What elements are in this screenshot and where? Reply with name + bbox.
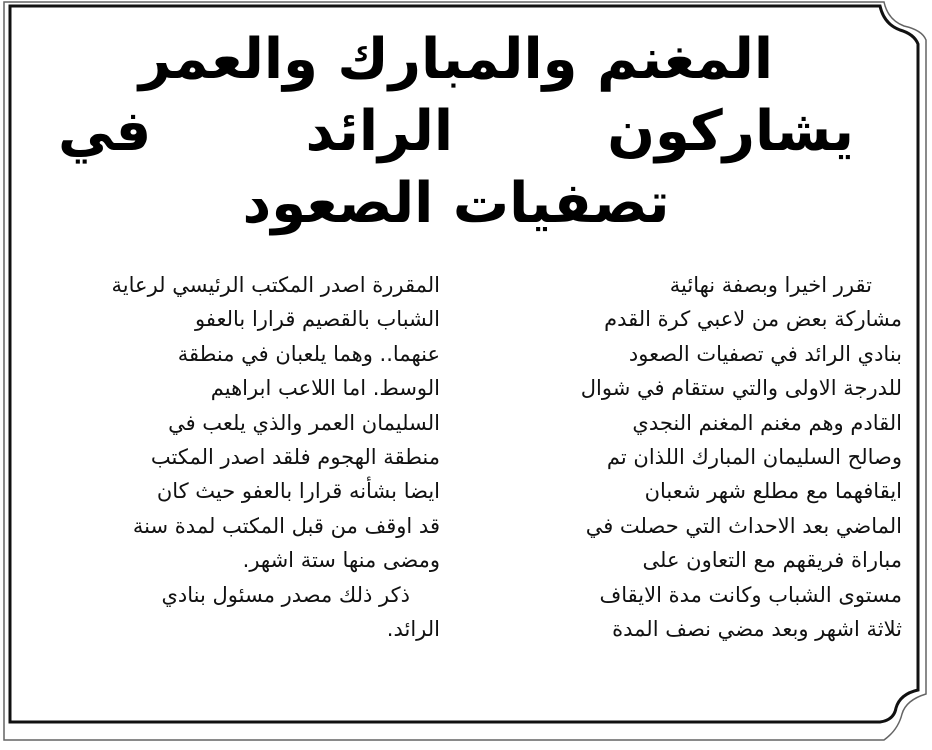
article-line: عنهما.. وهما يلعبان في منطقة xyxy=(177,341,440,366)
headline-line-3: تصفيات الصعود xyxy=(242,171,670,236)
article-line: تقرر اخيرا وبصفة نهائية xyxy=(669,273,872,297)
article-column-right xyxy=(492,268,902,646)
headline xyxy=(38,24,874,240)
article-line: ايضا بشأنه قرارا بالعفو حيث كان xyxy=(156,479,440,504)
article-line: ايقافهما مع مطلع شهر شعبان xyxy=(644,479,902,504)
article-line: للدرجة الاولى والتي ستقام في شوال xyxy=(580,376,902,401)
article-line: بنادي الرائد في تصفيات الصعود xyxy=(628,341,902,366)
article-line: الشباب بالقصيم قرارا بالعفو xyxy=(195,307,440,332)
headline-line-2: يشاركون الرائد في xyxy=(58,99,854,164)
article-line: قد اوقف من قبل المكتب لمدة سنة xyxy=(132,513,440,538)
article-line: ذكر ذلك مصدر مسئول بنادي xyxy=(161,582,410,607)
article-line: الرائد. xyxy=(386,617,440,642)
article-line: وصالح السليمان المبارك اللذان تم xyxy=(606,445,902,470)
article-column-left xyxy=(58,268,440,646)
article-line: مشاركة بعض من لاعبي كرة القدم xyxy=(604,307,902,332)
article-line: مستوى الشباب وكانت مدة الايقاف xyxy=(599,582,902,607)
article-line: الماضي بعد الاحداث التي حصلت في xyxy=(585,513,902,538)
article-line: مباراة فريقهم مع التعاون على xyxy=(642,548,902,573)
article-line: المقررة اصدر المكتب الرئيسي لرعاية xyxy=(111,273,440,297)
article-line: القادم وهم مغنم المغنم النجدي xyxy=(632,410,902,435)
article-line: ومضى منها ستة اشهر. xyxy=(242,548,440,573)
article-line: منطقة الهجوم فلقد اصدر المكتب xyxy=(150,445,440,470)
headline-line-1: المغنم والمبارك والعمر xyxy=(138,27,774,92)
article-line: السليمان العمر والذي يلعب في xyxy=(168,410,440,435)
article-line: ثلاثة اشهر وبعد مضي نصف المدة xyxy=(612,617,902,642)
article-line: الوسط. اما اللاعب ابراهيم xyxy=(210,376,440,401)
